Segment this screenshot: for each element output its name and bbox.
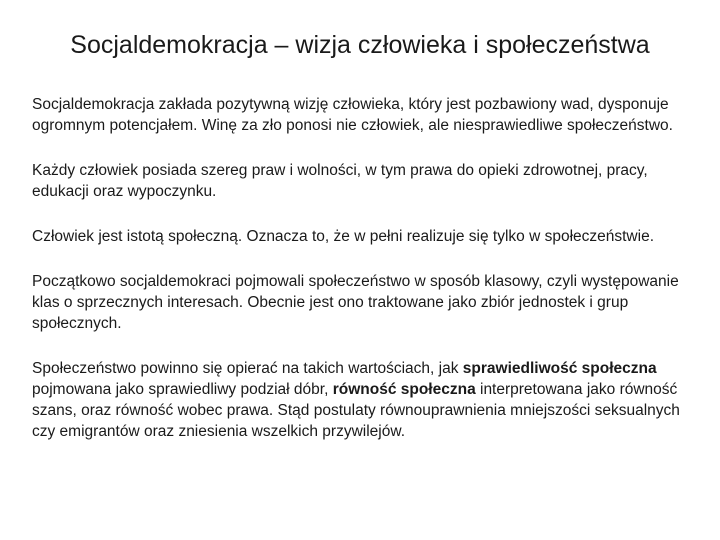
social-justice-term: sprawiedliwość społeczna [462,360,657,377]
paragraph-values [32,358,692,442]
paragraph-rights: Każdy człowiek posiada szereg praw i wolności, w tym prawa do opieki zdrowotnej, pracy, edukacji oraz wypoczynku. [32,162,648,200]
values-text-1: Społeczeństwo powinno się opierać na takich wartościach, jak [32,360,463,377]
values-text-2: pojmowana jako sprawiedliwy podział dóbr, [32,381,333,398]
paragraph-human-vision: Socjaldemokracja zakłada pozytywną wizję człowieka, który jest pozbawiony wad, dysponuje ogromnym potencjałem. Winę za zło ponosi nie człowiek, ale niesprawiedliwe społeczeństwo. [32,96,673,134]
paragraph-class-view: Początkowo socjaldemokraci pojmowali społeczeństwo w sposób klasowy, czyli występowanie klas o sprzecznych interesach. Obecnie jest ono traktowane jako zbiór jednostek i grup społecznych. [32,273,679,332]
paragraph-social-being: Człowiek jest istotą społeczną. Oznacza to, że w pełni realizuje się tylko w społeczeństwie. [32,228,654,245]
slide-content [32,94,692,466]
values-text-3: interpretowana jako równość szans, oraz równość wobec prawa. Stąd postulaty równouprawnienia mniejszości seksualnych czy emigrantów oraz zniesienia wszelkich przywilejów. [32,381,680,440]
slide-title: Socjaldemokracja – wizja człowieka i społeczeństwa [70,31,650,59]
social-equality-term: równość społeczna [332,381,476,398]
